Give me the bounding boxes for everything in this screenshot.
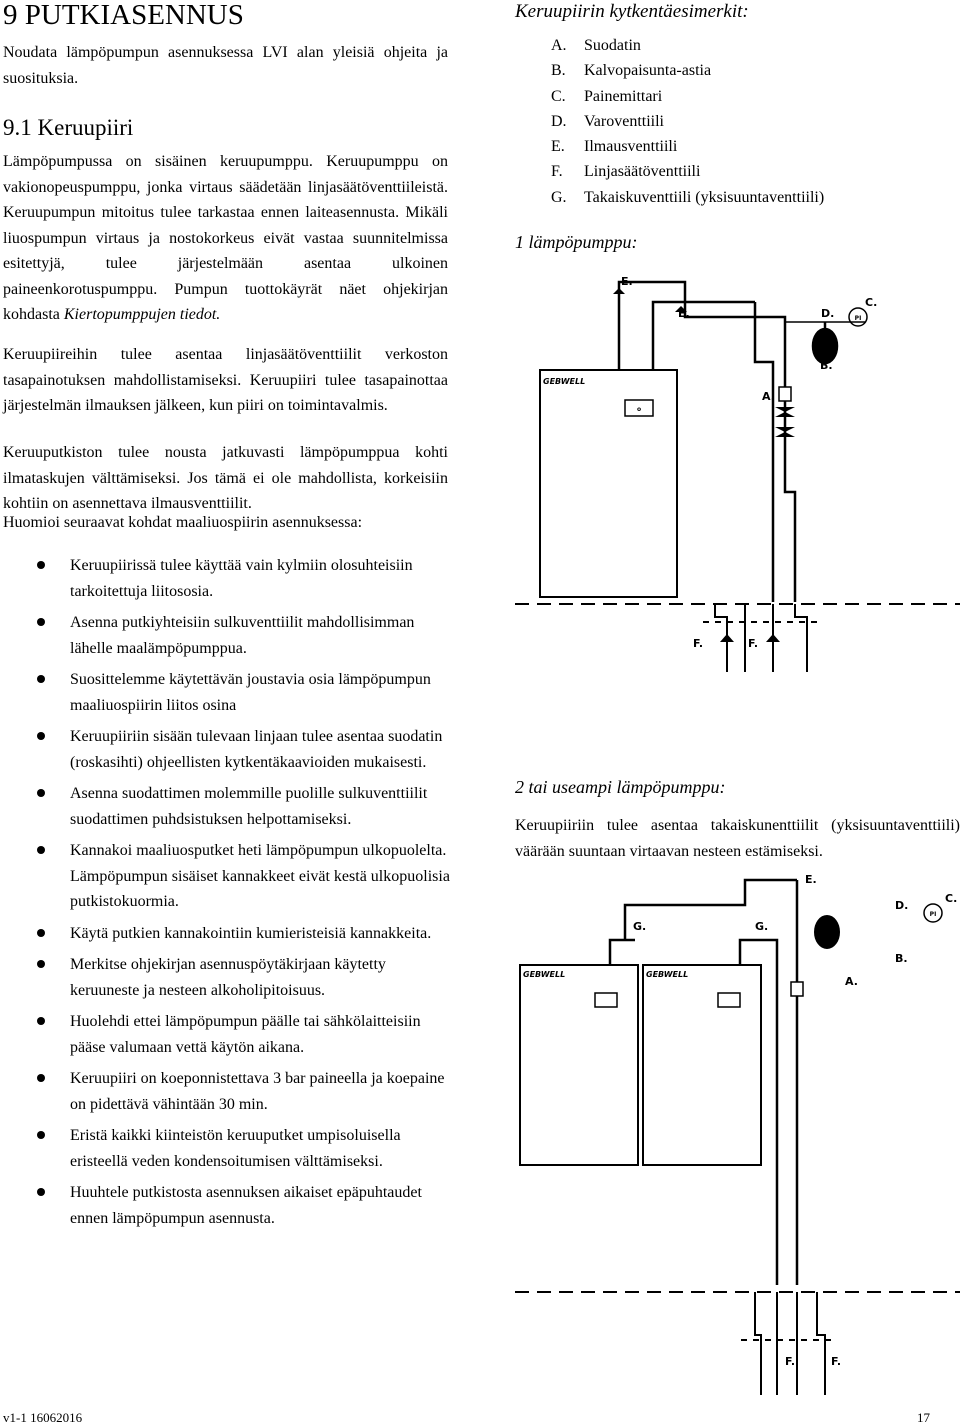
bullet-dot — [37, 618, 45, 626]
list-item-text: Suosittelemme käytettävän joustavia osia lämpöpumpun maaliuospiirin liitos osina — [70, 671, 431, 714]
list-item — [3, 553, 450, 604]
intro-paragraph: Noudata lämpöpumpun asennuksessa LVI alan yleisiä ohjeita ja suosituksia. — [3, 44, 448, 87]
label-g2: G. — [755, 920, 769, 933]
list-item-text: Käytä putkien kannakointiin kumieristeisiä kannakkeita. — [70, 924, 432, 942]
legend-letter: F. — [551, 163, 563, 181]
expansion-vessel — [813, 329, 837, 363]
bullet-dot — [37, 789, 45, 797]
label-a: A. — [762, 390, 775, 403]
expansion-vessel-2 — [815, 916, 839, 948]
legend-text: Painemittari — [584, 87, 663, 105]
label-b: B. — [820, 359, 833, 372]
list-item-text: Keruupiirissä tulee käyttää vain kylmiin olosuhteisiin tarkoitettuja liitososia. — [70, 557, 413, 600]
label-f1: F. — [693, 637, 704, 650]
pipe-inner — [653, 302, 755, 346]
pipe-lower-1 — [755, 1292, 761, 1395]
heat-pump-cabinet-1 — [520, 965, 638, 1165]
list-item — [3, 724, 450, 775]
label-e2: E. — [678, 307, 690, 320]
legend-item — [551, 159, 824, 184]
bullet-dot — [37, 960, 45, 968]
multi-pump-title: 2 tai useampi lämpöpumppu: — [515, 777, 726, 797]
paragraph-1-text: Lämpöpumpussa on sisäinen keruupumppu. Keruupumppu on vakionopeuspumppu, jonka virtaus säädetään linjasäätöventtiileistä. Keruupumpun mitoitus tulee tarkastaa ennen laiteasennusta. Mikäli liuospumpun virtaus ja nostokorkeus eivät vastaa suunnitelmissa esitettyjä, tulee järjestelmään asentaa ulkoinen paineenkorotuspumppu. Pumpun tuottokäyrät näet ohjekirjan kohdasta — [3, 153, 448, 323]
pipe-lower-4 — [795, 604, 807, 672]
paragraph-1-italic: Kiertopumppujen tiedot. — [63, 306, 221, 323]
list-item — [3, 781, 450, 832]
bullet-dot — [37, 561, 45, 569]
checklist — [3, 553, 448, 1237]
legend-item — [551, 33, 824, 58]
legend-text: Kalvopaisunta-astia — [584, 62, 712, 80]
pipe-a — [610, 940, 635, 965]
label-b: B. — [895, 952, 908, 965]
label-d: D. — [821, 307, 835, 320]
legend-text: Takaiskuventtiili (yksisuuntaventtiili) — [584, 188, 825, 206]
list-item-text: Merkitse ohjekirjan asennuspöytäkirjaan käytetty keruuneste ja nesteen alkoholipitoisuus. — [70, 956, 386, 999]
examples-title: Keruupiirin kytkentäesimerkit: — [515, 1, 749, 22]
brand-label: GEBWELL — [543, 377, 586, 386]
legend-letter: B. — [551, 62, 566, 80]
label-f2: F. — [748, 637, 759, 650]
pipe-right-main — [700, 317, 795, 602]
list-item — [3, 952, 450, 1003]
brand-label-1: GEBWELL — [523, 970, 566, 979]
bullet-dot — [37, 1017, 45, 1025]
legend-list — [551, 33, 824, 210]
pipe-top — [625, 880, 797, 940]
footer-version: v1-1 16062016 — [3, 1410, 83, 1425]
legend-item — [551, 84, 824, 109]
bullet-dot — [37, 846, 45, 854]
list-item — [3, 1066, 450, 1117]
legend-letter: A. — [551, 37, 567, 54]
legend-letter: D. — [551, 112, 567, 130]
multi-pump-diagram — [515, 865, 960, 1400]
legend-item — [551, 185, 824, 210]
label-c: C. — [865, 296, 878, 309]
single-pump-title: 1 lämpöpumppu: — [515, 232, 638, 252]
brand-label-2: GEBWELL — [646, 970, 689, 979]
list-item-text: Kannakoi maaliuosputket heti lämpöpumpun ulkopuolelta. Lämpöpumpun sisäiset kannakkeet eivät kestä ulkopuolisia putkistokuormia. — [70, 842, 450, 910]
bullet-dot — [37, 675, 45, 683]
label-d: D. — [895, 899, 909, 912]
list-item — [3, 1180, 450, 1231]
label-e1: E. — [621, 275, 633, 288]
label-e: E. — [805, 873, 817, 886]
legend-text: Ilmausventtiili — [584, 138, 678, 156]
pipe-right-2 — [755, 302, 773, 602]
legend-item — [551, 58, 824, 83]
legend-letter: G. — [551, 188, 567, 206]
list-item-text: Keruupiiriin sisään tulevaan linjaan tulee asentaa suodatin (roskasihti) ohjeellisten kytkentäkaavioiden mukaisesti. — [70, 728, 443, 771]
pipe-lower-4 — [817, 1292, 825, 1395]
gauge-label-2: PI — [929, 911, 937, 918]
label-a: A. — [845, 975, 858, 988]
label-c: C. — [945, 892, 958, 905]
bullet-dot — [37, 1188, 45, 1196]
legend-letter: E. — [551, 138, 565, 156]
list-item — [3, 610, 450, 661]
paragraph-4: Huomioi seuraavat kohdat maaliuospiirin asennuksessa: — [3, 514, 363, 531]
list-item-text: Eristä kaikki kiinteistön keruuputket umpisoluisella eristeellä veden kondensoitumisen välttämiseksi. — [70, 1127, 401, 1170]
legend-text: Suodatin — [584, 37, 641, 54]
list-item — [3, 1009, 450, 1060]
list-item — [3, 921, 450, 947]
list-item-text: Huolehdi ettei lämpöpumpun päälle tai sähkölaitteisiin pääse valumaan vettä käytön aikana. — [70, 1013, 421, 1056]
paragraph-3: Keruuputkiston tulee nousta jatkuvasti lämpöpumppua kohti ilmataskujen välttämiseksi. Jos tämä ei ole mahdollista, korkeisiin kohtiin on asennettava ilmausventtiilit. — [3, 444, 448, 512]
list-item — [3, 838, 450, 915]
paragraph-1 — [3, 149, 448, 328]
list-item-text: Asenna putkiyhteisiin sulkuventtiilit mahdollisimman lähelle maalämpöpumppua. — [70, 614, 415, 657]
list-item-text: Huuhtele putkistosta asennuksen aikaiset epäpuhtaudet ennen lämpöpumpun asennusta. — [70, 1184, 422, 1227]
filter — [779, 387, 791, 401]
bullet-dot — [37, 929, 45, 937]
list-item — [3, 1123, 450, 1174]
label-f2: F. — [831, 1355, 842, 1368]
label-g1: G. — [633, 920, 647, 933]
list-item-text: Asenna suodattimen molemmille puolille sulkuventtiilit suodattimen puhdsistuksen helpottamiseksi. — [70, 785, 428, 828]
legend-text: Varoventtiili — [584, 112, 664, 130]
bullet-dot — [37, 1074, 45, 1082]
bullet-dot — [37, 732, 45, 740]
section-title: 9 PUTKIASENNUS — [3, 0, 244, 31]
bullet-dot — [37, 1131, 45, 1139]
paragraph-2: Keruupiireihin tulee asentaa linjasäätöventtiilit verkoston tasapainotuksen mahdollistamiseksi. Keruupiiri tulee tasapainottaa järjestelmän ilmauksen jälkeen, kun piiri on toimintavalmis. — [3, 346, 448, 414]
legend-item — [551, 134, 824, 159]
label-f1: F. — [785, 1355, 796, 1368]
pipe-right-2 — [765, 940, 777, 1285]
multi-pump-text: Keruupiiriin tulee asentaa takaiskunenttiilit (yksisuuntaventtiili) väärään suuntaan virtaavan nesteen estämiseksi. — [515, 817, 960, 860]
pipe-b — [740, 940, 765, 965]
heat-pump-cabinet — [540, 370, 677, 597]
legend-item — [551, 109, 824, 134]
legend-text: Linjasäätöventtiili — [584, 163, 701, 181]
list-item — [3, 667, 450, 718]
svg-text:o: o — [636, 406, 642, 413]
footer-page-number: 17 — [917, 1410, 930, 1425]
gauge-label: PI — [854, 315, 862, 322]
legend-letter: C. — [551, 87, 566, 105]
heat-pump-cabinet-2 — [643, 965, 761, 1165]
list-item-text: Keruupiiri on koeponnistettava 3 bar paineella ja koepaine on pidettävä vähintään 30 min. — [70, 1070, 445, 1113]
subsection-title: 9.1 Keruupiiri — [3, 115, 134, 140]
single-pump-diagram — [515, 262, 960, 682]
